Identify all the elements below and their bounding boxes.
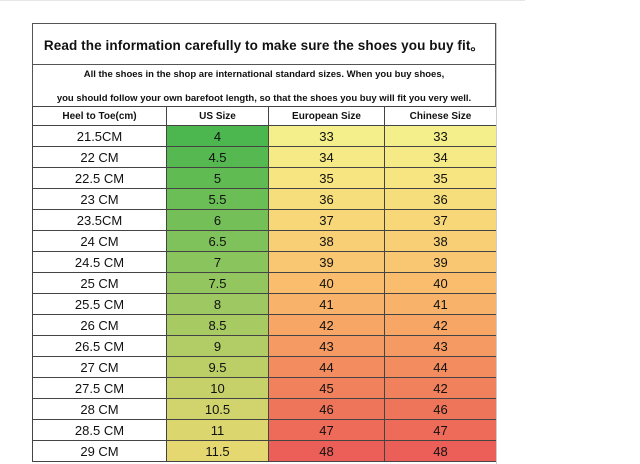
cell-us-size: 5 [167, 168, 269, 189]
cell-us-size: 4 [167, 126, 269, 147]
column-header-chinese-size: Chinese Size [385, 107, 497, 126]
column-header-us-size: US Size [167, 107, 269, 126]
cell-chinese-size: 34 [385, 147, 497, 168]
cell-european-size: 37 [269, 210, 385, 231]
cell-us-size: 10 [167, 378, 269, 399]
cell-european-size: 36 [269, 189, 385, 210]
cell-european-size: 46 [269, 399, 385, 420]
table-row [33, 357, 497, 378]
cell-us-size: 10.5 [167, 399, 269, 420]
cell-us-size: 9 [167, 336, 269, 357]
column-header-european-size: European Size [269, 107, 385, 126]
cell-chinese-size: 37 [385, 210, 497, 231]
cell-heel-to-toe: 22 CM [33, 147, 167, 168]
cell-european-size: 34 [269, 147, 385, 168]
cell-heel-to-toe: 27.5 CM [33, 378, 167, 399]
cell-european-size: 41 [269, 294, 385, 315]
cell-heel-to-toe: 24.5 CM [33, 252, 167, 273]
cell-chinese-size: 42 [385, 378, 497, 399]
table-row [33, 420, 497, 441]
cell-european-size: 40 [269, 273, 385, 294]
cell-european-size: 42 [269, 315, 385, 336]
cell-european-size: 39 [269, 252, 385, 273]
cell-us-size: 8 [167, 294, 269, 315]
table-row [33, 336, 497, 357]
table-row [33, 126, 497, 147]
cell-us-size: 6 [167, 210, 269, 231]
table-row [33, 399, 497, 420]
cell-us-size: 5.5 [167, 189, 269, 210]
cell-european-size: 44 [269, 357, 385, 378]
cell-chinese-size: 41 [385, 294, 497, 315]
size-table [32, 106, 497, 462]
cell-heel-to-toe: 25 CM [33, 273, 167, 294]
table-row [33, 273, 497, 294]
table-row [33, 189, 497, 210]
cell-chinese-size: 48 [385, 441, 497, 462]
cell-heel-to-toe: 21.5CM [33, 126, 167, 147]
cell-heel-to-toe: 24 CM [33, 231, 167, 252]
table-row [33, 210, 497, 231]
cell-european-size: 35 [269, 168, 385, 189]
cell-heel-to-toe: 22.5 CM [33, 168, 167, 189]
table-row [33, 294, 497, 315]
cell-chinese-size: 35 [385, 168, 497, 189]
table-body [33, 126, 497, 462]
cell-chinese-size: 44 [385, 357, 497, 378]
cell-us-size: 7.5 [167, 273, 269, 294]
cell-us-size: 7 [167, 252, 269, 273]
cell-chinese-size: 42 [385, 315, 497, 336]
note-line-1: All the shoes in the shop are international standard sizes. When you buy shoes, [83, 69, 445, 80]
table-header-row [33, 107, 497, 126]
cell-us-size: 11 [167, 420, 269, 441]
size-chart [32, 23, 496, 462]
cell-us-size: 9.5 [167, 357, 269, 378]
table-row [33, 378, 497, 399]
cell-heel-to-toe: 26 CM [33, 315, 167, 336]
page-title: Read the information carefully to make sure the shoes you buy fit。 [32, 24, 496, 65]
cell-european-size: 33 [269, 126, 385, 147]
column-header-heel-to-toe: Heel to Toe(cm) [33, 107, 167, 126]
cell-european-size: 43 [269, 336, 385, 357]
cell-chinese-size: 47 [385, 420, 497, 441]
table-row [33, 441, 497, 462]
cell-us-size: 11.5 [167, 441, 269, 462]
cell-chinese-size: 38 [385, 231, 497, 252]
cell-heel-to-toe: 28 CM [33, 399, 167, 420]
cell-heel-to-toe: 27 CM [33, 357, 167, 378]
cell-european-size: 47 [269, 420, 385, 441]
table-row [33, 315, 497, 336]
cell-chinese-size: 33 [385, 126, 497, 147]
cell-chinese-size: 39 [385, 252, 497, 273]
cell-chinese-size: 43 [385, 336, 497, 357]
cell-european-size: 38 [269, 231, 385, 252]
table-row [33, 168, 497, 189]
cell-chinese-size: 46 [385, 399, 497, 420]
cell-us-size: 6.5 [167, 231, 269, 252]
cell-us-size: 4.5 [167, 147, 269, 168]
table-row [33, 231, 497, 252]
top-border-line [0, 0, 525, 1]
cell-heel-to-toe: 26.5 CM [33, 336, 167, 357]
cell-heel-to-toe: 28.5 CM [33, 420, 167, 441]
cell-heel-to-toe: 23.5CM [33, 210, 167, 231]
cell-european-size: 45 [269, 378, 385, 399]
cell-us-size: 8.5 [167, 315, 269, 336]
table-row [33, 252, 497, 273]
cell-heel-to-toe: 29 CM [33, 441, 167, 462]
size-note [32, 65, 496, 106]
cell-chinese-size: 36 [385, 189, 497, 210]
cell-chinese-size: 40 [385, 273, 497, 294]
cell-heel-to-toe: 25.5 CM [33, 294, 167, 315]
cell-heel-to-toe: 23 CM [33, 189, 167, 210]
table-row [33, 147, 497, 168]
right-border-line [496, 23, 497, 464]
note-line-2: you should follow your own barefoot length, so that the shoes you buy will fit you very well. [56, 93, 472, 104]
cell-european-size: 48 [269, 441, 385, 462]
